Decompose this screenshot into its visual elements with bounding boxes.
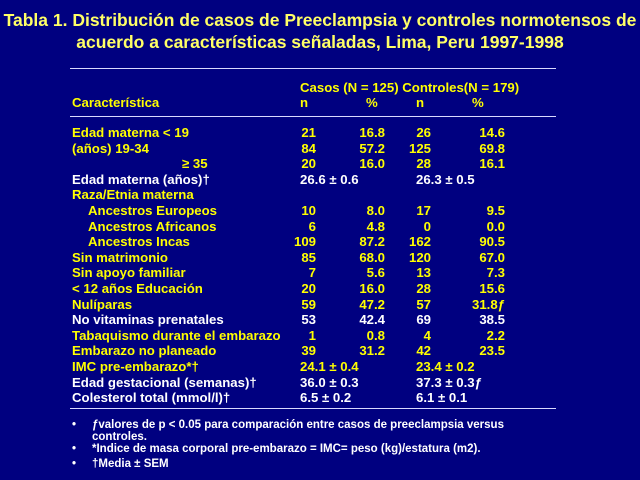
controls-n: 125 (408, 140, 431, 156)
controls-pct: 2.2 (486, 327, 505, 343)
cases-pct: 16.8 (359, 125, 385, 140)
cases-n: 20 (301, 156, 316, 172)
cases-mean: 6.5 ± 0.2 (300, 390, 352, 406)
controls-pct: 69.8 (479, 140, 505, 156)
cases-pct: 42.4 (359, 312, 385, 328)
controls-pct: 67.0 (479, 249, 505, 265)
controls-pct: 90.5 (479, 234, 505, 250)
row-label: Edad materna (años)† (72, 171, 210, 187)
cases-pct: 47.2 (359, 296, 385, 312)
cases-n: 21 (301, 125, 316, 140)
row-label: Ancestros Africanos (88, 218, 217, 234)
footnote-text: ƒvalores de p < 0.05 para comparación entre casos de preeclampsia versus controles. (92, 419, 504, 443)
cases-n: 84 (301, 140, 316, 156)
controls-n: 4 (423, 327, 431, 343)
controls-n: 28 (416, 281, 431, 296)
cases-pct: 16.0 (359, 281, 385, 296)
bullet-icon: • (72, 419, 77, 431)
header-n-controls: n (416, 95, 425, 110)
row-label: Embarazo no planeado (72, 343, 217, 359)
row-label: Colesterol total (mmol/l)† (72, 390, 231, 406)
controls-pct: 9.5 (486, 203, 505, 218)
controls-n: 162 (408, 234, 431, 250)
controls-n: 120 (408, 249, 431, 265)
cases-mean: 24.1 ± 0.4 (300, 359, 359, 374)
row-label: Nulíparas (72, 296, 133, 312)
cases-n: 10 (301, 203, 316, 218)
top-rule (70, 68, 556, 69)
controls-pct: 0.0 (486, 218, 505, 234)
controls-n: 42 (416, 343, 431, 359)
cases-n: 59 (301, 296, 316, 312)
controls-mean: 23.4 ± 0.2 (416, 359, 475, 374)
controls-n: 17 (416, 203, 431, 218)
controls-pct: 15.6 (479, 281, 505, 296)
cases-pct: 31.2 (359, 343, 385, 359)
controls-pct: 38.5 (479, 312, 505, 328)
cases-n: 39 (301, 343, 316, 359)
cases-pct: 0.8 (366, 327, 385, 343)
group-header: Casos (N = 125) Controles(N = 179) (300, 80, 520, 95)
controls-n: 57 (416, 296, 431, 312)
header-characteristic: Característica (72, 95, 160, 110)
row-label: Edad materna < 19 (72, 125, 189, 140)
row-label: Edad gestacional (semanas)† (72, 374, 257, 390)
row-label: ≥ 35 (182, 156, 208, 172)
controls-pct: 23.5 (479, 343, 505, 359)
cases-pct: 8.0 (366, 203, 385, 218)
controls-n: 69 (416, 312, 431, 328)
table-title-line1: Tabla 1. Distribución de casos de Preeclampsia y controles normotensos de (3, 10, 637, 30)
controls-n: 0 (423, 218, 431, 234)
row-label: Tabaquismo durante el embarazo (72, 327, 281, 343)
bullet-icon: • (72, 443, 77, 455)
row-label: Ancestros Incas (88, 234, 190, 250)
cases-pct: 4.8 (366, 218, 385, 234)
controls-mean: 6.1 ± 0.1 (416, 390, 468, 406)
cases-pct: 5.6 (366, 265, 385, 281)
bullet-icon: • (72, 458, 77, 470)
cases-pct: 68.0 (359, 249, 385, 265)
controls-pct: 7.3 (486, 265, 505, 281)
row-label: Sin apoyo familiar (72, 265, 186, 281)
row-label: No vitaminas prenatales (72, 312, 224, 328)
controls-pct: 14.6 (479, 125, 505, 140)
header-pct-controls: % (472, 95, 484, 110)
controls-n: 28 (416, 156, 431, 172)
cases-pct: 87.2 (359, 234, 385, 250)
cases-n: 6 (308, 218, 316, 234)
cases-n: 85 (301, 249, 316, 265)
footnote-text: *Indice de masa corporal pre-embarazo = IMC= peso (kg)/estatura (m2). (92, 443, 481, 455)
cases-n: 20 (301, 281, 316, 296)
row-label: (años) 19-34 (72, 140, 149, 156)
row-label: IMC pre-embarazo*† (72, 359, 199, 374)
controls-pct: 31.8ƒ (471, 296, 505, 312)
cases-mean: 26.6 ± 0.6 (300, 171, 359, 187)
controls-n: 26 (416, 125, 431, 140)
cases-pct: 16.0 (359, 156, 385, 172)
header-rule (70, 116, 556, 117)
footnote-text: †Media ± SEM (92, 458, 169, 470)
header-n-cases: n (300, 95, 309, 110)
controls-n: 13 (416, 265, 431, 281)
controls-mean: 26.3 ± 0.5 (416, 171, 475, 187)
cases-n: 53 (301, 312, 316, 328)
cases-mean: 36.0 ± 0.3 (300, 374, 359, 390)
bottom-rule (70, 408, 556, 409)
row-label: Raza/Etnia materna (72, 187, 194, 203)
header-pct-cases: % (366, 95, 378, 110)
row-label: Ancestros Europeos (88, 203, 217, 218)
row-label: < 12 años Educación (72, 281, 203, 296)
cases-n: 7 (308, 265, 316, 281)
controls-mean: 37.3 ± 0.3ƒ (416, 374, 482, 390)
cases-pct: 57.2 (359, 140, 385, 156)
controls-pct: 16.1 (479, 156, 505, 172)
cases-n: 109 (293, 234, 316, 250)
table-title-line2: acuerdo a características señaladas, Lima, Peru 1997-1998 (76, 32, 564, 52)
cases-n: 1 (308, 327, 316, 343)
row-label: Sin matrimonio (72, 249, 168, 265)
